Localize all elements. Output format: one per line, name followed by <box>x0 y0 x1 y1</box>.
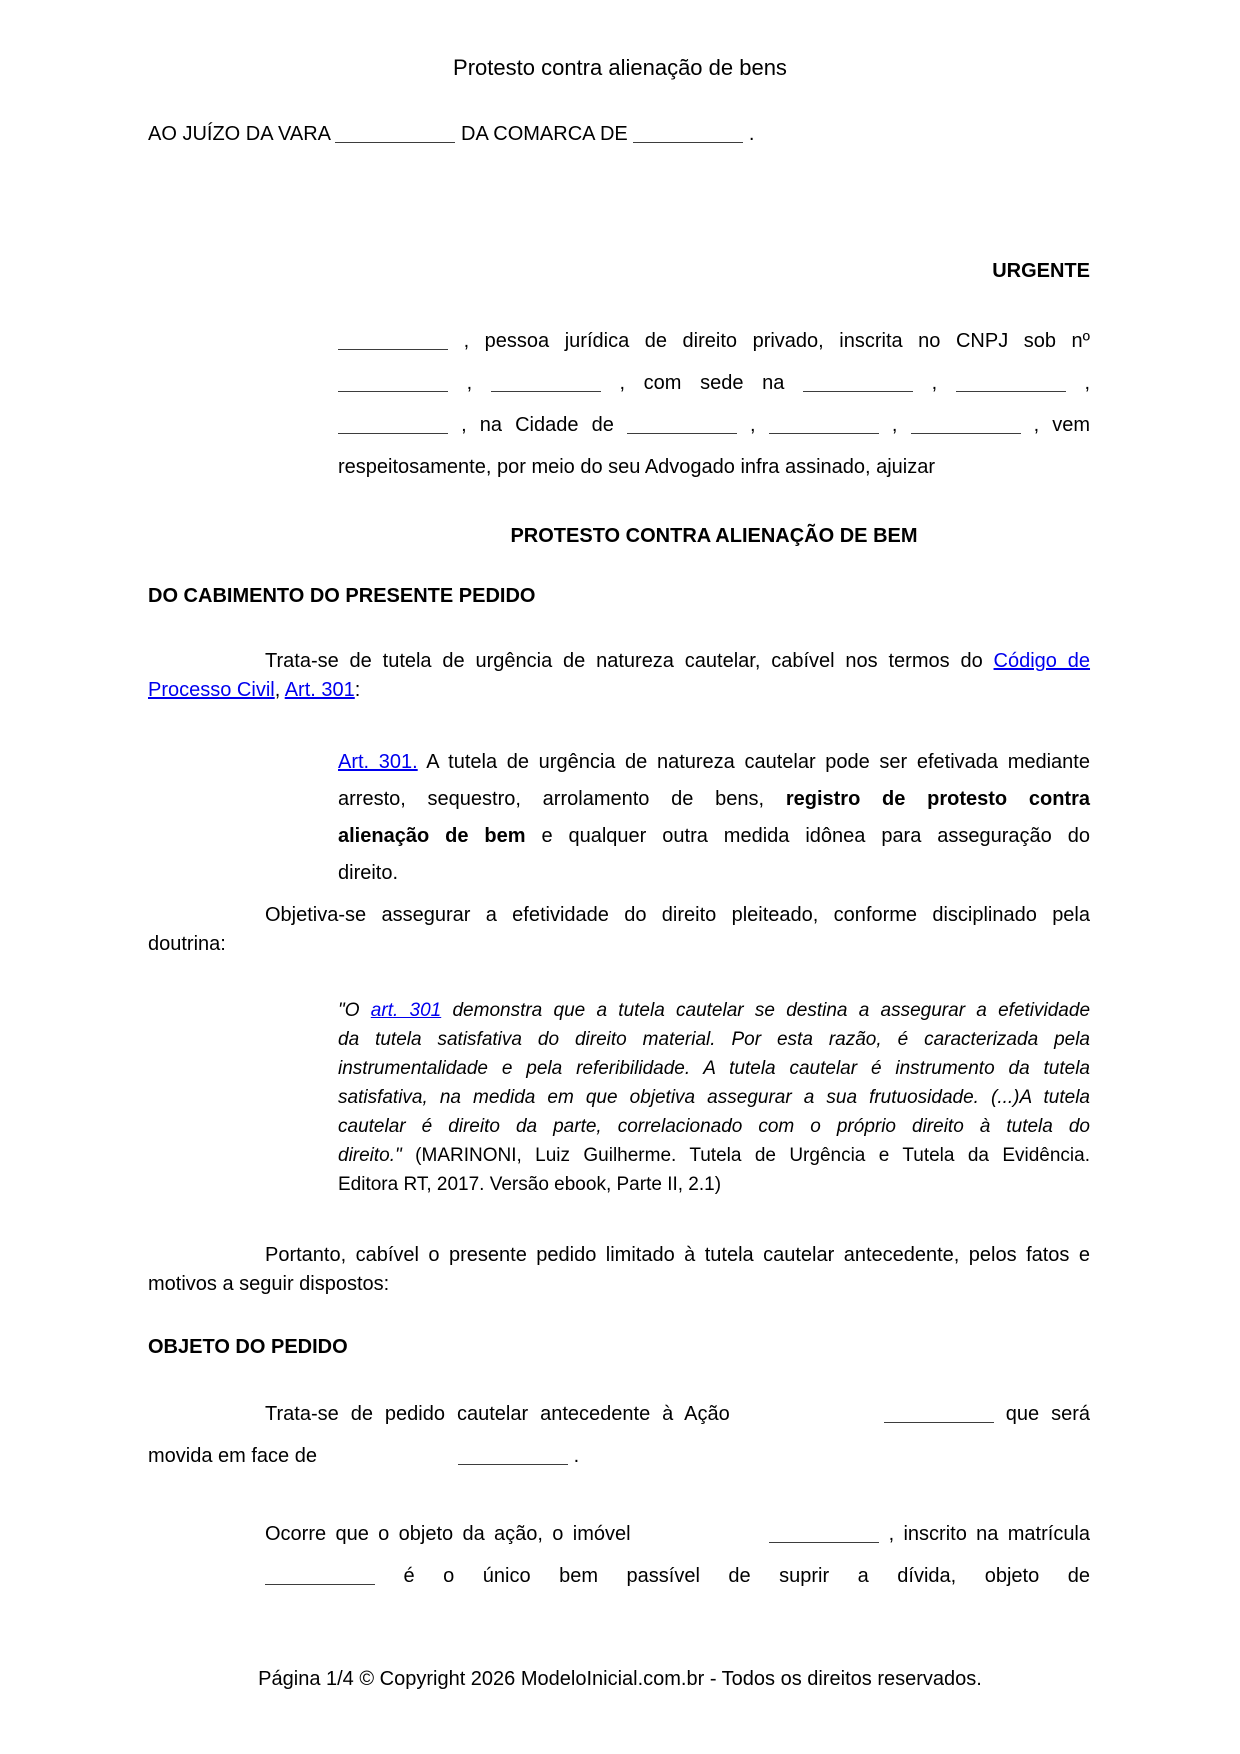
paragraph-text: movida em face de <box>148 1445 317 1467</box>
blank-field <box>335 128 455 143</box>
paragraph-text: : <box>354 679 361 701</box>
quote-text: demonstra que a tutela cautelar se destina a assegurar a efetividade <box>452 1000 1091 1021</box>
paragraph-text: respeitosamente, por meio do seu Advogado infra assinado, ajuizar <box>338 456 936 478</box>
addressing-line <box>148 120 1090 148</box>
petition-title: PROTESTO CONTRA ALIENAÇÃO DE BEM <box>510 525 918 547</box>
quote-text: A tutela de urgência de natureza cautelar pode ser efetivada mediante <box>426 751 1090 773</box>
quote-text: da tutela satisfativa do direito material. Por esta razão, é caracterizada pela <box>338 1029 1090 1050</box>
paragraph-line <box>148 1270 1090 1299</box>
addressing-text: DA COMARCA DE <box>461 123 628 145</box>
quote-line <box>338 818 1090 855</box>
paragraph-line <box>148 1241 1090 1270</box>
addressing-text: . <box>748 123 755 145</box>
quote-citation: (MARINONI, Luiz Guilherme. Tutela de Urgência e Tutela da Evidência. <box>415 1145 1090 1166</box>
paragraph-text: Trata-se de pedido cautelar antecedente à Ação <box>265 1403 730 1425</box>
paragraph-text: doutrina: <box>148 933 226 955</box>
blank-field <box>338 335 448 350</box>
paragraph-line <box>148 676 1090 705</box>
quote-line <box>338 1083 1090 1112</box>
quote-line <box>338 1025 1090 1054</box>
paragraph-cabimento-intro <box>148 647 1090 705</box>
paragraph-text: Trata-se de tutela de urgência de natureza cautelar, cabível nos termos do <box>265 650 983 672</box>
paragraph-text: Portanto, cabível o presente pedido limitado à tutela cautelar antecedente, pelos fatos e <box>265 1244 1090 1266</box>
paragraph-line <box>148 901 1090 930</box>
blockquote-art-301 <box>338 744 1090 892</box>
paragraph-line <box>148 647 1090 676</box>
paragraph-text: Objetiva-se assegurar a efetividade do direito pleiteado, conforme disciplinado pela <box>265 904 1090 926</box>
quote-text-bold: alienação de bem <box>338 825 526 847</box>
quote-text: satisfativa, na medida em que objetiva assegurar a sua frutuosidade. (...)A tutela <box>338 1087 1090 1108</box>
blank-field <box>803 377 913 392</box>
blank-field <box>633 128 743 143</box>
paragraph-line <box>148 1393 1090 1435</box>
paragraph-text: , <box>1084 372 1091 394</box>
quote-line <box>338 855 1090 892</box>
paragraph-text: , na Cidade de <box>461 414 614 436</box>
paragraph-text: , <box>274 679 285 701</box>
blank-field <box>491 377 601 392</box>
quote-citation: Editora RT, 2017. Versão ebook, Parte II, 2.1) <box>338 1174 722 1195</box>
paragraph-objeto-2 <box>148 1513 1090 1597</box>
paragraph-text: , pessoa jurídica de direito privado, inscrita no CNPJ sob nº <box>463 330 1090 352</box>
section-heading-cabimento: DO CABIMENTO DO PRESENTE PEDIDO <box>148 585 536 607</box>
paragraph-line <box>148 930 1090 959</box>
quote-text: cautelar é direito da parte, correlacionado com o próprio direito à tutela do <box>338 1116 1090 1137</box>
quote-line <box>338 996 1090 1025</box>
link-art-301[interactable]: art. 301 <box>370 1000 442 1021</box>
blank-field <box>769 419 879 434</box>
link-codigo-de-processo-civil[interactable]: Código de <box>993 650 1091 672</box>
quote-text: instrumentalidade e pela referibilidade. A tutela cautelar é instrumento da tutela <box>338 1058 1090 1079</box>
quote-line <box>338 744 1090 781</box>
document-title: Protesto contra alienação de bens <box>453 55 787 80</box>
quote-text: e qualquer outra medida idônea para asseguração do <box>541 825 1090 847</box>
quote-line <box>338 1112 1090 1141</box>
quote-line <box>338 1141 1090 1170</box>
paragraph-text: que será <box>1005 1403 1090 1425</box>
paragraph-text: . <box>573 1445 580 1467</box>
page-footer: Página 1/4 © Copyright 2026 ModeloInicial.com.br - Todos os direitos reservados. <box>258 1668 982 1690</box>
qualification-line-3 <box>338 404 1090 446</box>
blank-field <box>769 1528 879 1543</box>
quote-text: direito." <box>338 1145 402 1166</box>
paragraph-portanto <box>148 1241 1090 1299</box>
blank-field <box>884 1408 994 1423</box>
link-art-301[interactable]: Art. 301 <box>284 679 355 701</box>
paragraph-text: , <box>750 414 756 436</box>
paragraph-text: , inscrito na matrícula <box>888 1523 1091 1545</box>
qualification-line-1 <box>338 320 1090 362</box>
paragraph-text: é o único bem passível de suprir a dívida, objeto de <box>403 1565 1090 1587</box>
paragraph-text: Ocorre que o objeto da ação, o imóvel <box>265 1523 631 1545</box>
blank-field <box>265 1570 375 1585</box>
quote-text: direito. <box>338 862 399 884</box>
paragraph-line <box>148 1555 1090 1597</box>
paragraph-text: , <box>931 372 938 394</box>
link-art-301[interactable]: Art. 301. <box>338 751 418 773</box>
link-codigo-de-processo-civil[interactable]: Processo Civil <box>148 679 275 701</box>
paragraph-line <box>148 1513 1090 1555</box>
blockquote-doutrina <box>338 996 1090 1199</box>
urgent-label: URGENTE <box>992 260 1090 282</box>
blank-field <box>956 377 1066 392</box>
paragraph-text: motivos a seguir dispostos: <box>148 1273 390 1295</box>
quote-text: arresto, sequestro, arrolamento de bens, <box>338 788 765 810</box>
quote-text-bold: registro de protesto contra <box>785 788 1090 810</box>
quote-text: "O <box>338 1000 360 1021</box>
paragraph-objeto-1 <box>148 1393 1090 1477</box>
gap-spacer <box>640 1539 760 1540</box>
blank-field <box>338 419 448 434</box>
blank-field <box>911 419 1021 434</box>
paragraph-text: , <box>891 414 898 436</box>
quote-line <box>338 1054 1090 1083</box>
qualification-paragraph <box>338 320 1090 488</box>
blank-field <box>458 1450 568 1465</box>
paragraph-text: , com sede na <box>619 372 785 394</box>
blank-field <box>338 377 448 392</box>
gap-spacer <box>742 1419 872 1420</box>
quote-line <box>338 781 1090 818</box>
paragraph-text: , vem <box>1033 414 1091 436</box>
addressing-text: AO JUÍZO DA VARA <box>148 123 330 145</box>
paragraph-line <box>148 1435 1090 1477</box>
section-heading-objeto: OBJETO DO PEDIDO <box>148 1336 348 1358</box>
qualification-line-2 <box>338 362 1090 404</box>
quote-line <box>338 1170 1090 1199</box>
gap-spacer <box>323 1461 453 1462</box>
blank-field <box>627 419 737 434</box>
paragraph-objetiva <box>148 901 1090 959</box>
paragraph-text: , <box>466 372 473 394</box>
qualification-line-4 <box>338 446 1090 488</box>
